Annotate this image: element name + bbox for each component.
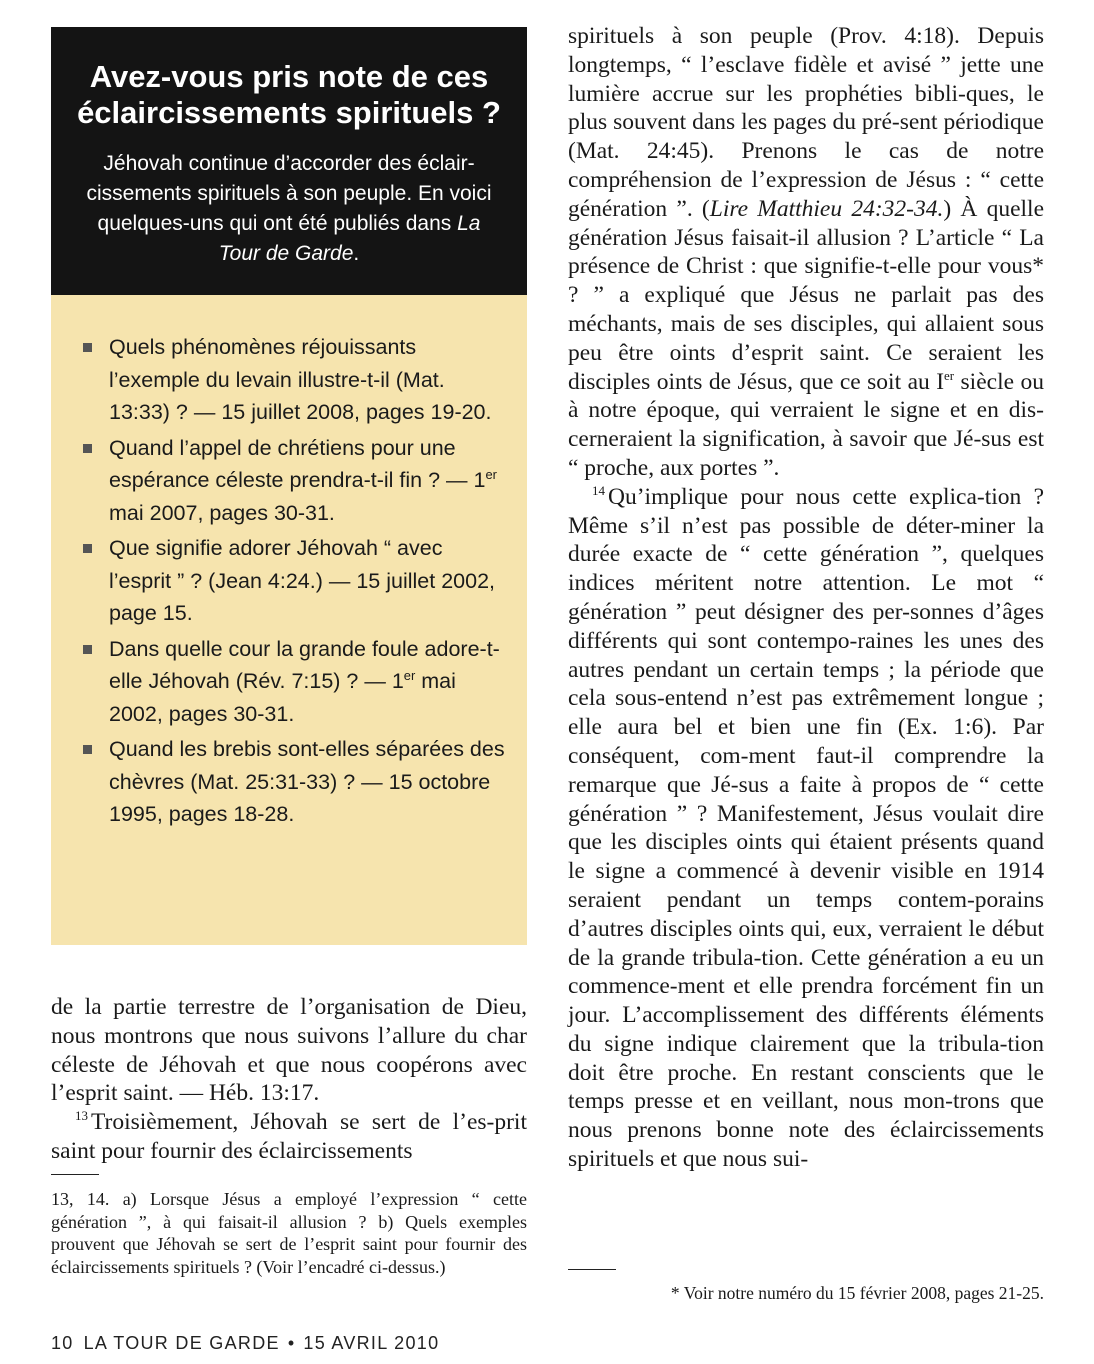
square-bullet-icon [83, 745, 92, 754]
paragraph-14: $^{14}$ Qu’implique pour nous cette explica-tion ? Même s’il n’est pas possible de déter-miner la durée exacte de “ cette génération ”, quelques indices méritent notre attention. Le mot “ génération ” peut désigner des per-sonnes d’âges différents qui sont contempo-raines les unes des autres pendant un certain temps ; la période que cela sous-entend n’est pas extrêmement longue ; elle aura bel et bien une fin (Ex. 1:6). Par conséquent, com-ment faut-il comprendre la remarque que Jé-sus a faite à propos de “ cette génération ” ? Manifestement, Jésus voulait dire que les disciples oints qui étaient présents quand le signe a commencé à devenir visible en 1914 seraient pendant un temps contem-porains d’autres disciples oints qui, eux, verraient le début de la grande tribula-tion. Cette génération a eu un commence-ment et elle prendra forcément fin un jour. L’accomplissement des différents éléments du signe indique clairement que la tribula-tion doit être proche. En restant conscients que le temps presse et en veillant, nous mon-trons que nous prenons bonne note des éclaircissements spirituels et que nous sui- [568, 482, 1044, 1173]
square-bullet-icon [83, 544, 92, 553]
page-number: 10 [51, 1333, 74, 1353]
paragraph-number: 13 [75, 1108, 88, 1124]
list-item: Dans quelle cour la grande foule adore-t-elle Jéhovah (Rév. 7:15) ? — 1er mai 2002, pages 30-31. [83, 633, 507, 731]
square-bullet-icon [83, 444, 92, 453]
right-column-text [568, 22, 1044, 1174]
publication-title: La Tour de Garde [218, 212, 481, 265]
paragraph-continued: de la partie terrestre de l’organisation de Dieu, nous montrons que nous suivons l’allure du char céleste de Jéhovah et que nous coopérons avec l’esprit saint. — Héb. 13:17. [51, 994, 527, 1107]
issue-date: 15 AVRIL 2010 [303, 1333, 440, 1353]
paragraph-13: $^{13}$ Troisièmement, Jéhovah se sert de l’es-prit saint pour fournir des éclaircissements [51, 1108, 527, 1164]
list-item: Quels phénomènes réjouissants l’exemple du levain illustre-t-il (Mat. 13:33) ? — 15 juillet 2008, pages 19-20. [83, 331, 507, 429]
list-item: Que signifie adorer Jéhovah “ avec l’esprit ” ? (Jean 4:24.) — 15 juillet 2002, page 15. [83, 532, 507, 630]
footnote: * Voir notre numéro du 15 février 2008, pages 21-25. [670, 1283, 1044, 1303]
paragraph-13-continued: spirituels à son peuple (Prov. 4:18). Depuis longtemps, “ l’esclave fidèle et avisé ” jette une lumière accrue sur les prophéties bibli-ques, le plus souvent dans les pages du pré-sent périodique (Mat. 24:45). Prenons le cas de notre compréhension de l’expression de Jésus : “ cette génération ”. (Lire Matthieu 24:32-34.) À quelle génération Jésus faisait-il allusion ? L’article “ La présence de Christ : que signifie-t-elle pour vous* ? ” a expliqué que Jésus ne parlait pas des méchants, mais de ses disciples, qui allaient sous peu être oints d’esprit saint. Ce seraient les disciples oints de Jésus, que ce soit au Ier siècle ou à notre époque, qui verraient le signe et en dis-cerneraient la signification, à savoir que Jé-sus est “ proche, aux portes ”. [568, 23, 1045, 481]
footnote-divider [51, 1174, 99, 1175]
bullet-separator-icon: • [287, 1333, 296, 1353]
publication-name: LA TOUR DE GARDE [83, 1333, 280, 1353]
box-title-line-1: Avez-vous pris note de ces [89, 59, 489, 94]
box-title [61, 59, 517, 131]
box-header [51, 27, 527, 295]
square-bullet-icon [83, 645, 92, 654]
left-column-text [51, 993, 527, 1166]
scripture-reference: Lire Matthieu 24:32-34. [709, 195, 944, 222]
list-item: Quand l’appel de chrétiens pour une espérance céleste prendra-t-il fin ? — 1er mai 2007, pages 30-31. [83, 432, 507, 530]
box-bullet-list [51, 295, 527, 945]
page-footer [51, 1333, 439, 1354]
study-questions: 13, 14. a) Lorsque Jésus a employé l’expression “ cette génération ”, à qui faisait-il allusion ? b) Quels exemples prouvent que Jéhovah se sert de l’esprit saint pour fournir des éclaircissements spirituels ? (Voir l’encadré ci-dessus.) [51, 1189, 527, 1277]
list-item: Quand les brebis sont-elles séparées des chèvres (Mat. 25:31-33) ? — 15 octobre 1995, pages 18-28. [83, 733, 507, 831]
square-bullet-icon [83, 343, 92, 352]
footnote-divider [568, 1269, 616, 1270]
box-intro: Jéhovah continue d’accorder des éclair-cissements spirituels à son peuple. En voici quelques-uns qui ont été publiés dans La Tour de Garde. [86, 152, 492, 265]
paragraph-number: 14 [592, 482, 605, 498]
box-title-line-2: éclaircissements spirituels ? [77, 95, 501, 130]
